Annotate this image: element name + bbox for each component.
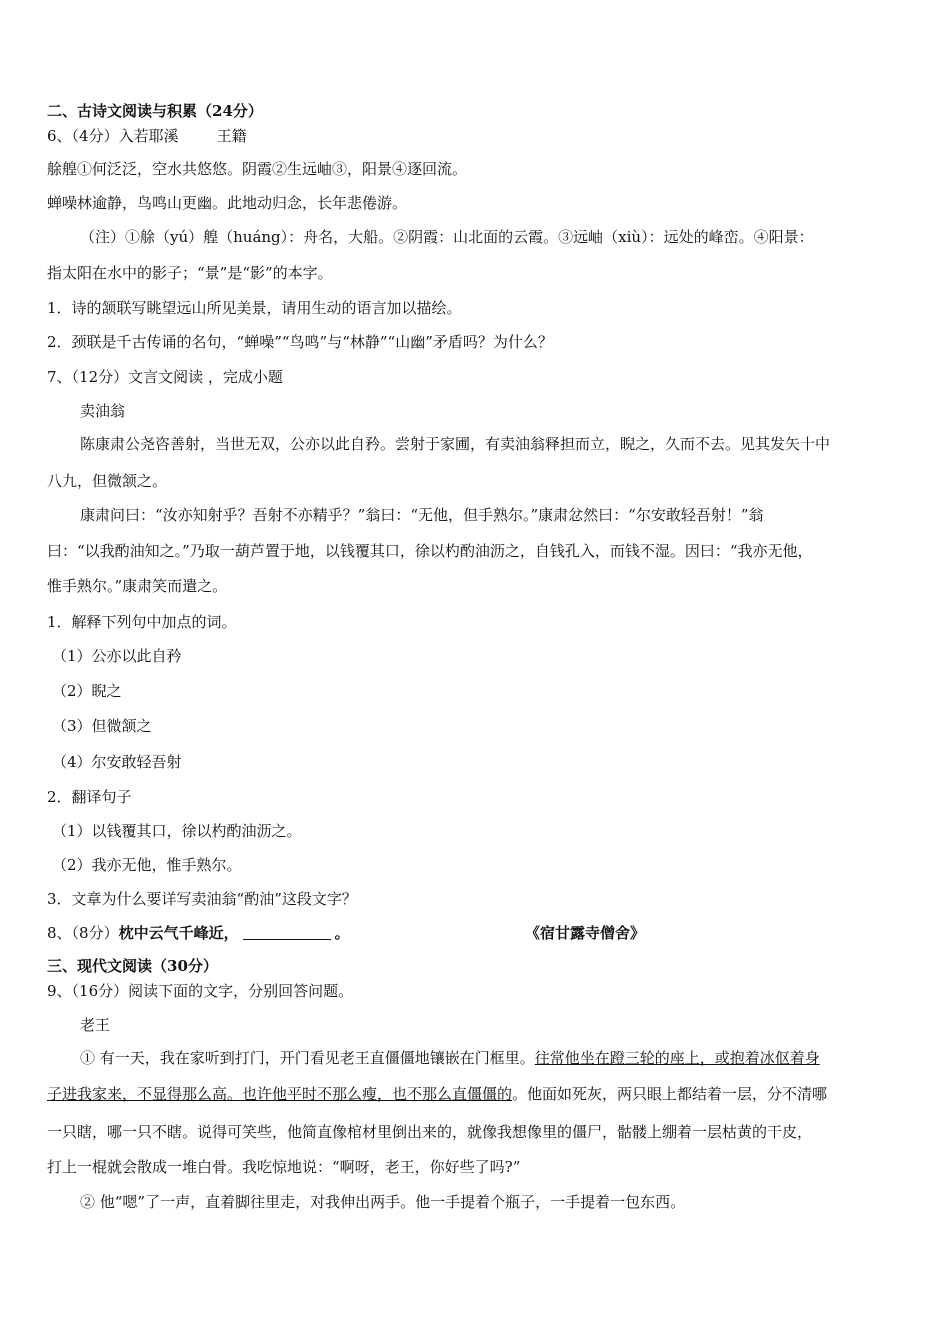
q7-s1-item-2: （2）睨之 [52,682,122,700]
q6-number-title: 6、（4分）入若耶溪 [47,127,179,145]
q9-p1-lead: ① 有一天，我在家听到打门，开门看见老王直僵僵地镶嵌在门框里。 [80,1049,535,1067]
q9-p1-underlined-1: 往常他坐在蹬三轮的座上，或抱着冰伛着身 [534,1049,820,1067]
q6-head [47,125,247,147]
q9-p1-line3: 一只瞎，哪一只不瞎。说得可笑些，他简直像棺材里倒出来的，就像我想像里的僵尸，骷髅上绷着一层枯黄的干皮， [47,1123,813,1141]
q7-head: 7、（12分）文言文阅读 ，完成小题 [47,368,283,386]
q7-s2-item-2: （2）我亦无他，惟手熟尔。 [52,856,242,874]
q7-p2-line2: 曰：“以我酌油知之。”乃取一葫芦置于地，以钱覆其口，徐以杓酌油沥之，自钱孔入，而钱不湿。因曰：“我亦无他， [47,542,813,560]
q7-s1-item-1: （1）公亦以此自矜 [52,647,182,665]
q7-s1-item-4: （4）尔安敢轻吾射 [52,753,182,771]
q9-p1-underlined-2: 子进我家来，不显得那么高。也许他平时不那么瘦，也不那么直僵僵的 [47,1085,513,1103]
q6-author: 王籍 [216,127,247,145]
q9-p2: ② 他“嗯”了一声，直着脚往里走，对我伸出两手。他一手提着个瓶子，一手提着一包东西。 [80,1193,686,1211]
q9-p1-line1 [80,1047,820,1069]
q7-p1-line2: 八九，但微颔之。 [47,472,168,490]
q9-p1-tail: 。他面如死灰，两只眼上都结着一层，分不清哪 [512,1085,828,1103]
q7-s1-item-3: （3）但微颔之 [52,717,152,735]
poem-line-1: 艅艎①何泛泛，空水共悠悠。阴霞②生远岫③，阳景④逐回流。 [47,160,468,178]
q6-sub2: 2．颈联是千古传诵的名句，“蝉噪”“鸟鸣”与“林静”“山幽”矛盾吗？为什么？ [47,333,553,351]
q7-p1-line1: 陈康肃公尧咨善射，当世无双，公亦以此自矜。尝射于家圃，有卖油翁释担而立，睨之，久而不去。见其发矢十中 [80,435,831,453]
q8-verse: 枕中云气千峰近， [118,924,239,942]
q8-answer-blank[interactable] [243,923,331,940]
q8-period: 。 [334,924,350,942]
q9-head: 9、（16分）阅读下面的文字，分别回答问题。 [47,982,354,1000]
q9-p1-line4: 打上一棍就会散成一堆白骨。我吃惊地说：“啊呀，老王，你好些了吗?” [47,1158,521,1176]
q6-sub1: 1．诗的颔联写眺望远山所见美景，请用生动的语言加以描绘。 [47,299,462,317]
q7-title: 卖油翁 [80,402,126,420]
q7-s3: 3．文章为什么要详写卖油翁“酌油”这段文字？ [47,890,357,908]
q8-head: 8、（8分） [47,924,119,942]
q8-poem-title: 《宿甘露寺僧舍》 [525,924,646,942]
q9-title: 老王 [80,1016,111,1034]
poem-line-2: 蝉噪林逾静，鸟鸣山更幽。此地动归念，长年悲倦游。 [47,194,408,212]
q7-s2: 2．翻译句子 [47,788,132,806]
note-line-2: 指太阳在水中的影子；“景”是“影”的本字。 [47,264,333,282]
q7-p2-line1: 康肃问曰：“汝亦知射乎？吾射不亦精乎？”翁曰：“无他，但手熟尔。”康肃忿然曰：“尔安敢轻吾射！”翁 [80,506,764,524]
q7-s2-item-1: （1）以钱覆其口，徐以杓酌油沥之。 [52,822,302,840]
q7-p2-line3: 惟手熟尔。”康肃笑而遣之。 [47,577,228,595]
q8-line [47,922,350,944]
section3-heading: 三、现代文阅读（30分） [47,957,218,975]
q9-p1-line2 [47,1083,827,1105]
q7-s1: 1．解释下列句中加点的词。 [47,613,237,631]
section2-heading: 二、古诗文阅读与积累（24分） [47,102,263,120]
note-line-1: （注）①艅（yú）艎（huáng）：舟名，大船。②阴霞：山北面的云霞。③远岫（xiù）：远处的峰峦。④阳景： [80,228,814,246]
